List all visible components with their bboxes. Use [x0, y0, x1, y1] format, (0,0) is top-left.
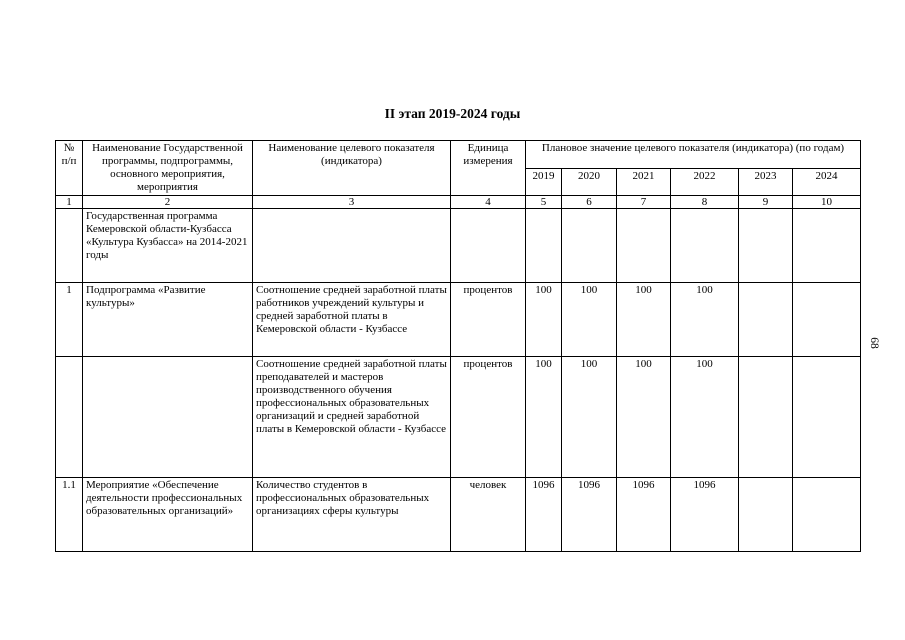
table-row: [56, 283, 861, 357]
row-indicator: Соотношение средней заработной платы преподавателей и мастеров производственного обучения профессиональных образовательных организаций и средней заработной платы в Кемеровской области - Кузбассе: [253, 357, 451, 478]
row-value: [739, 209, 793, 283]
column-number: 10: [793, 196, 861, 209]
row-program-name: Подпрограмма «Развитие культуры»: [83, 283, 253, 357]
column-numbers-row: [56, 196, 861, 209]
row-value: [617, 209, 671, 283]
page-title: II этап 2019-2024 годы: [384, 106, 521, 121]
row-num: 1.1: [56, 478, 83, 552]
row-value: [739, 357, 793, 478]
row-value: [739, 283, 793, 357]
row-unit: процентов: [451, 357, 526, 478]
row-value: 100: [671, 283, 739, 357]
row-num: [56, 357, 83, 478]
row-value: 100: [617, 357, 671, 478]
row-indicator: Количество студентов в профессиональных образовательных организациях сферы культуры: [253, 478, 451, 552]
row-program-name: [83, 357, 253, 478]
header-year: 2020: [562, 168, 617, 196]
header-planned-values: Плановое значение целевого показателя (индикатора) (по годам): [526, 141, 861, 169]
row-value: [793, 209, 861, 283]
column-number: 4: [451, 196, 526, 209]
column-number: 7: [617, 196, 671, 209]
row-value: [793, 478, 861, 552]
header-year: 2022: [671, 168, 739, 196]
row-value: 1096: [526, 478, 562, 552]
row-value: [562, 209, 617, 283]
column-number: 9: [739, 196, 793, 209]
page-number: 68: [867, 337, 880, 349]
row-value: [526, 209, 562, 283]
header-program-name: Наименование Государственной программы, подпрограммы, основного мероприятия, мероприятия: [83, 141, 253, 196]
row-value: [739, 478, 793, 552]
row-value: 100: [671, 357, 739, 478]
header-unit: Единица измерения: [451, 141, 526, 196]
table-row: [56, 478, 861, 552]
row-value: 100: [617, 283, 671, 357]
header-num: № п/п: [56, 141, 83, 196]
row-unit: процентов: [451, 283, 526, 357]
indicators-table: [55, 140, 861, 552]
row-value: 1096: [562, 478, 617, 552]
row-value: [671, 209, 739, 283]
column-number: 3: [253, 196, 451, 209]
header-year: 2019: [526, 168, 562, 196]
row-value: 1096: [671, 478, 739, 552]
header-year: 2021: [617, 168, 671, 196]
header-row: [56, 141, 861, 169]
column-number: 8: [671, 196, 739, 209]
row-num: [56, 209, 83, 283]
row-indicator: Соотношение средней заработной платы работников учреждений культуры и средней заработной платы в Кемеровской области - Кузбассе: [253, 283, 451, 357]
row-value: [793, 357, 861, 478]
row-program-name: Государственная программа Кемеровской области-Кузбасса «Культура Кузбасса» на 2014-2021 годы: [83, 209, 253, 283]
column-number: 6: [562, 196, 617, 209]
column-number: 5: [526, 196, 562, 209]
row-value: 1096: [617, 478, 671, 552]
row-value: 100: [526, 283, 562, 357]
row-indicator: [253, 209, 451, 283]
row-unit: [451, 209, 526, 283]
header-indicator-name: Наименование целевого показателя (индикатора): [253, 141, 451, 196]
header-year: 2024: [793, 168, 861, 196]
row-value: 100: [526, 357, 562, 478]
table-row: [56, 209, 861, 283]
column-number: 1: [56, 196, 83, 209]
header-year: 2023: [739, 168, 793, 196]
row-value: 100: [562, 357, 617, 478]
row-unit: человек: [451, 478, 526, 552]
row-program-name: Мероприятие «Обеспечение деятельности профессиональных образовательных организаций»: [83, 478, 253, 552]
row-value: 100: [562, 283, 617, 357]
row-num: 1: [56, 283, 83, 357]
row-value: [793, 283, 861, 357]
table-row: [56, 357, 861, 478]
column-number: 2: [83, 196, 253, 209]
